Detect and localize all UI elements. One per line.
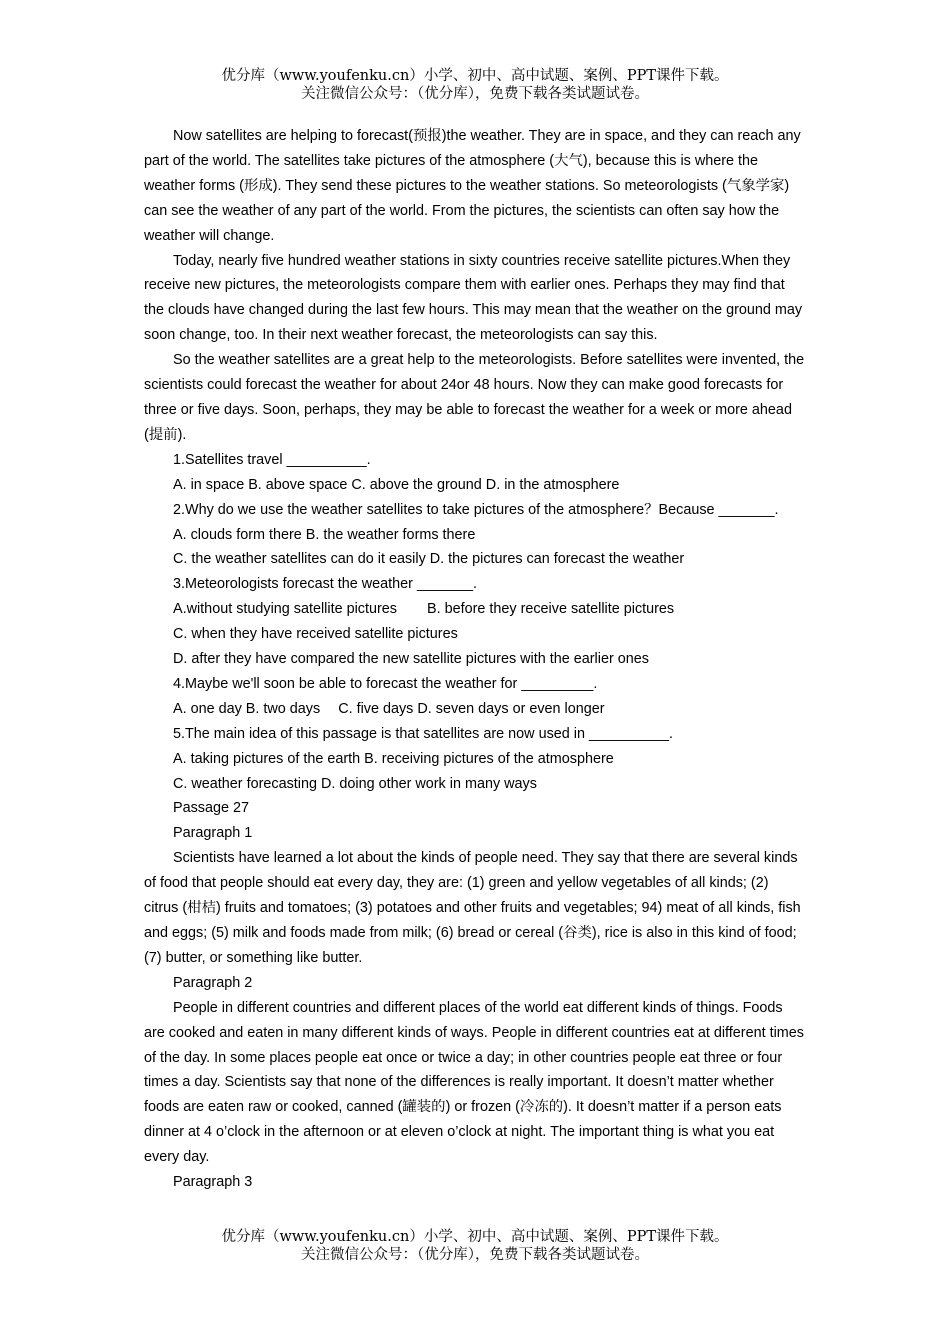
question-2-options-ab: A. clouds form there B. the weather forms there xyxy=(173,526,476,543)
question-2: 2.Why do we use the weather satellites to take pictures of the atmosphere？Because _______. xyxy=(173,501,779,518)
page-footer xyxy=(0,1228,950,1264)
question-1: 1.Satellites travel __________. xyxy=(173,451,371,468)
passage-27-title: Passage 27 xyxy=(173,800,250,817)
question-1-options: A. in space B. above space C. above the ground D. in the atmosphere xyxy=(173,476,620,493)
question-5-options-cd: C. weather forecasting D. doing other work in many ways xyxy=(173,775,537,792)
question-4: 4.Maybe we'll soon be able to forecast the weather for _________. xyxy=(173,675,598,692)
passage-paragraph-2: Today, nearly five hundred weather stations in sixty countries receive satellite pictures.When they receive new pictures, the meteorologists compare them with earlier ones. Perhaps they may find that the clouds have changed during the last few hours. This may mean that the weather on the ground may soon change, too. In their next weather forecast, the meteorologists can say this. xyxy=(144,252,803,344)
header-line-2: 关注微信公众号：（优分库），免费下载各类试题试卷。 xyxy=(301,86,649,102)
question-3-option-a: A.without studying satellite pictures xyxy=(173,601,397,618)
question-3-options-ab xyxy=(144,597,806,622)
question-4-options-ab: A. one day B. two days xyxy=(173,700,321,717)
paragraph-1-label: Paragraph 1 xyxy=(173,825,253,842)
footer-line-2: 关注微信公众号：（优分库），免费下载各类试题试卷。 xyxy=(301,1247,649,1263)
question-5: 5.The main idea of this passage is that satellites are now used in __________. xyxy=(173,725,673,742)
header-line-1: 优分库（www.youfenku.cn）小学、初中、高中试题、案例、PPT课件下载。 xyxy=(221,68,729,84)
paragraph-2-label: Paragraph 2 xyxy=(173,974,253,991)
question-3: 3.Meteorologists forecast the weather _______. xyxy=(173,576,477,593)
paragraph-3-label: Paragraph 3 xyxy=(173,1174,253,1191)
question-3-option-b: B. before they receive satellite pictures xyxy=(426,601,675,618)
document-body xyxy=(144,124,806,1195)
question-3-option-c: C. when they have received satellite pictures xyxy=(173,626,458,643)
question-5-options-ab: A. taking pictures of the earth B. receiving pictures of the atmosphere xyxy=(173,750,614,767)
footer-line-1: 优分库（www.youfenku.cn）小学、初中、高中试题、案例、PPT课件下载。 xyxy=(221,1229,729,1245)
passage-paragraph-3: So the weather satellites are a great help to the meteorologists. Before satellites were invented, the scientists could forecast the weather for about 24or 48 hours. Now they can make good forecasts for three or five days. Soon, perhaps, they may be able to forecast the weather for a week or more ahead (提前). xyxy=(144,352,805,443)
passage-27-paragraph-2: People in different countries and different places of the world eat different kinds of things. Foods are cooked and eaten in many different kinds of ways. People in different countries eat at different times of the day. In some places people eat once or twice a day; in other countries people eat three or four times a day. Scientists say that none of the differences is really important. It doesn’t matter whether foods are eaten raw or cooked, canned (罐装的) or frozen (冷冻的). It doesn’t matter if a person eats dinner at 4 o’clock in the afternoon or at eleven o’clock at night. The important thing is what you eat every day. xyxy=(144,999,804,1166)
question-3-option-d: D. after they have compared the new satellite pictures with the earlier ones xyxy=(173,651,649,668)
question-4-options-cd: C. five days D. seven days or even longer xyxy=(338,700,605,717)
question-2-options-cd: C. the weather satellites can do it easily D. the pictures can forecast the weather xyxy=(173,551,685,568)
page-header xyxy=(0,67,950,103)
passage-paragraph-1: Now satellites are helping to forecast(预报)the weather. They are in space, and they can reach any part of the world. The satellites take pictures of the atmosphere (大气), because this is where the weather forms (形成). They send these pictures to the weather stations. So meteorologists (气象学家) can see the weather of any part of the world. From the pictures, the scientists can often say how the weather will change. xyxy=(144,128,801,244)
passage-27-paragraph-1: Scientists have learned a lot about the kinds of people need. They say that there are several kinds of food that people should eat every day, they are: (1) green and yellow vegetables of all kinds; (2) citrus (柑桔) fruits and tomatoes; (3) potatoes and other fruits and vegetables; 94) meat of all kinds, fish and eggs; (5) milk and foods made from milk; (6) bread or cereal (谷类), rice is also in this kind of food; (7) butter, or something like butter. xyxy=(144,850,801,966)
question-4-options xyxy=(144,697,806,722)
